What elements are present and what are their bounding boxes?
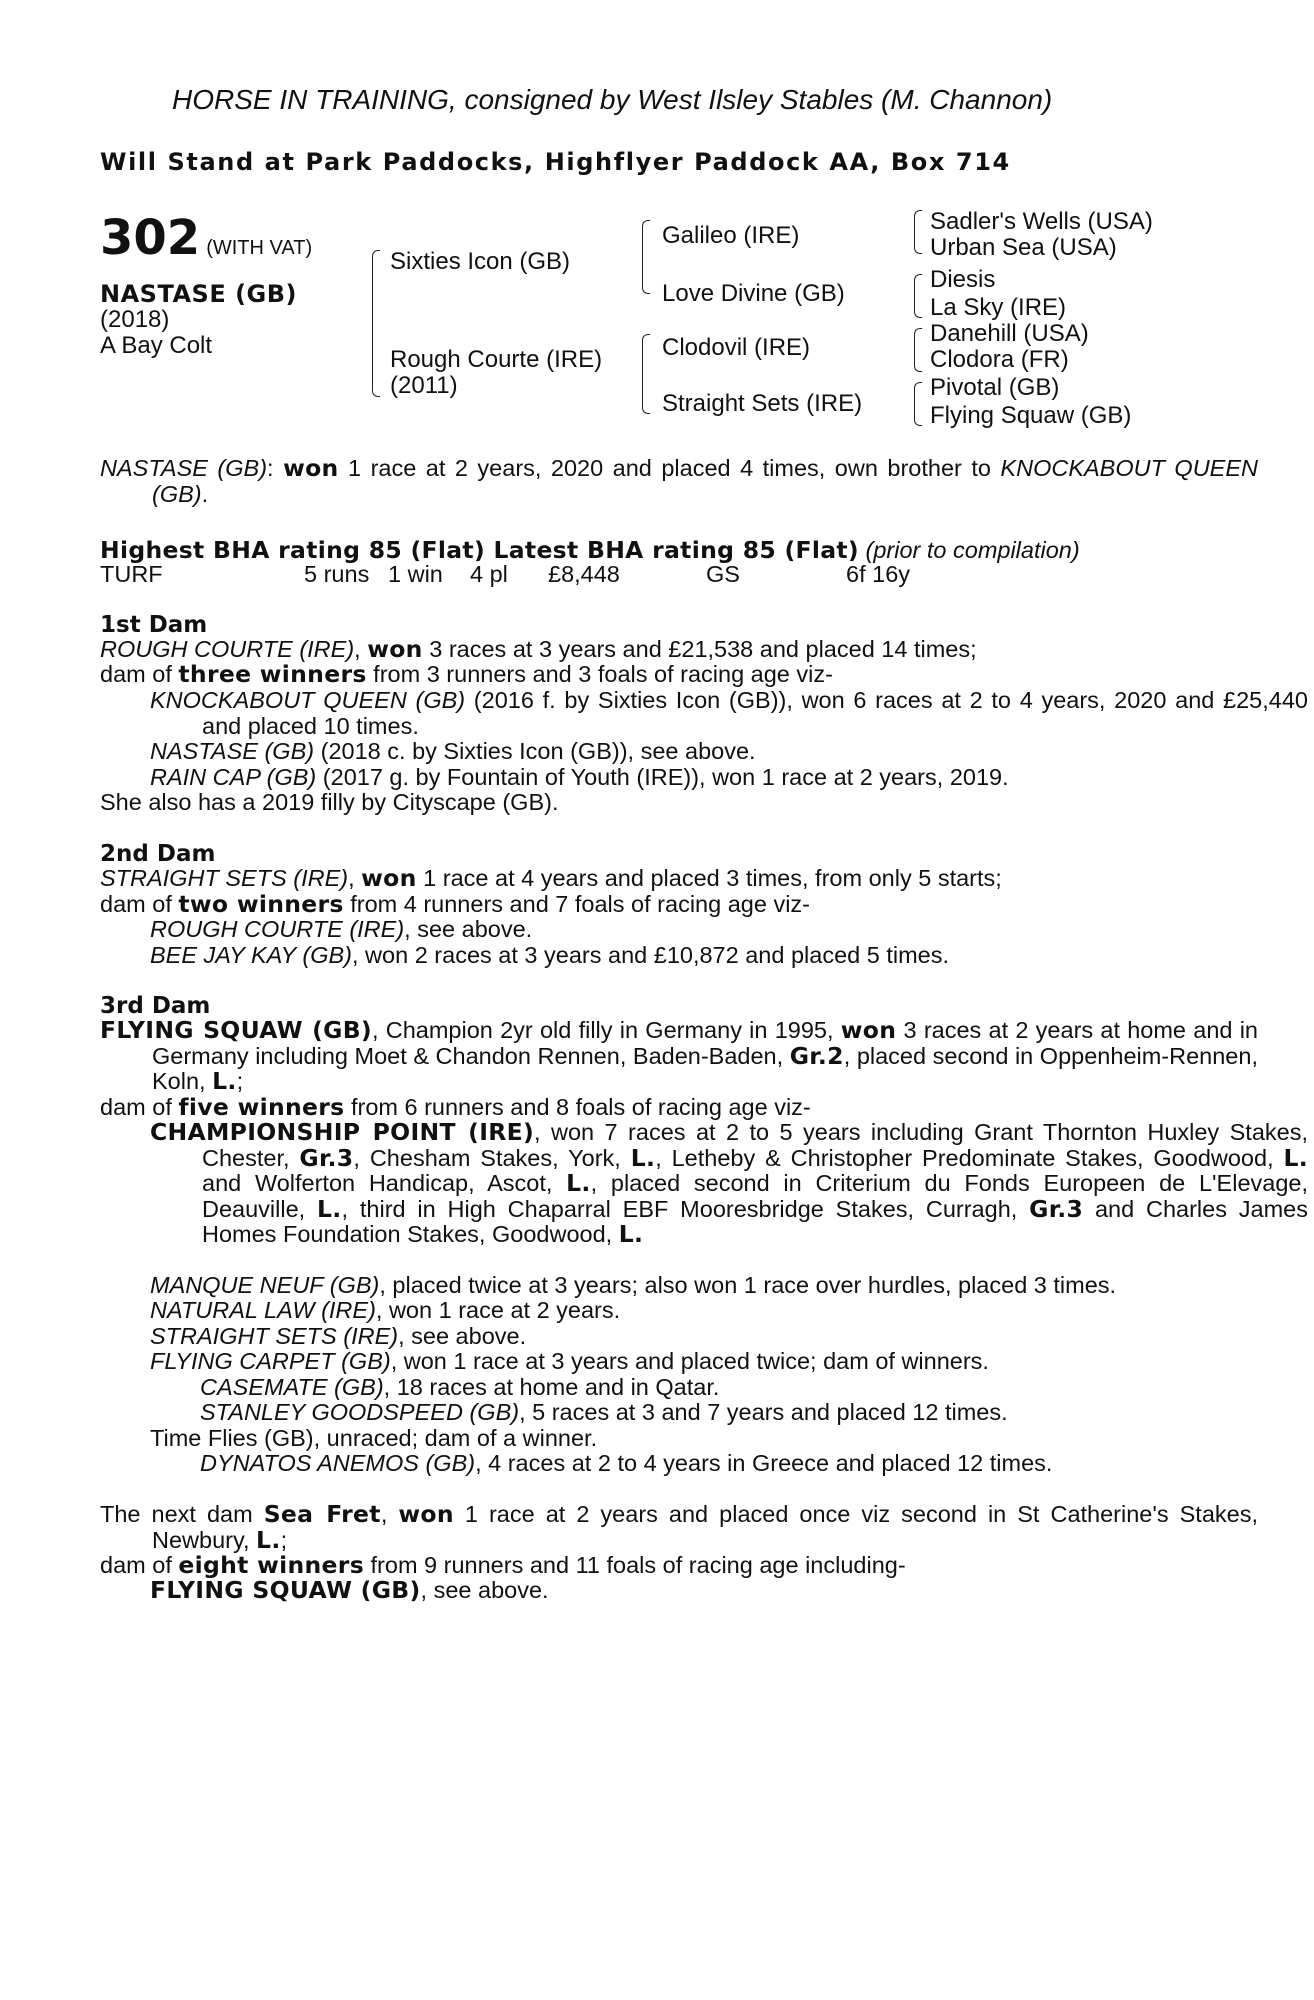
horse-description: A Bay Colt [100, 332, 213, 359]
summary-brother: KNOCKABOUT QUEEN (GB) [152, 455, 1258, 507]
produce-item: RAIN CAP (GB) (2017 g. by Fountain of Youth (IRE)), won 1 race at 2 years, 2019. [150, 764, 1009, 790]
first-dam-record: ROUGH COURTE (IRE), won 3 races at 3 years and £21,538 and placed 14 times; [100, 635, 977, 663]
next-dam-produce: dam of eight winners from 9 runners and 11 foals of racing age including- [100, 1551, 906, 1579]
record-going: GS [706, 561, 740, 587]
pedigree-dam: Rough Courte (IRE) [390, 346, 603, 373]
pedigree-ds-sire: Danehill (USA) [930, 320, 1089, 347]
race-summary: NASTASE (GB): won 1 race at 2 years, 2020 and placed 4 times, own brother to KNOCKABOUT QUEEN (GB). [100, 454, 1258, 507]
vat-label: (WITH VAT) [206, 237, 313, 259]
pedigree-dam-year: (2011) [390, 372, 458, 399]
second-dam-heading: 2nd Dam [100, 841, 216, 867]
second-dam-produce: dam of two winners from 4 runners and 7 foals of racing age viz- [100, 890, 811, 918]
first-dam-heading: 1st Dam [100, 612, 208, 638]
pedigree-sd-sire: Diesis [930, 266, 996, 293]
produce-item: BEE JAY KAY (GB), won 2 races at 3 years and £10,872 and placed 5 times. [150, 942, 950, 968]
next-dam-record: The next dam Sea Fret, won 1 race at 2 years and placed once viz second in St Catherine's Stakes, Newbury, L.; [100, 1500, 1258, 1554]
first-dam-note: She also has a 2019 filly by Cityscape (GB). [100, 789, 559, 815]
produce-item: Time Flies (GB), unraced; dam of a winner. [150, 1425, 598, 1451]
pedigree-brace-gen1 [372, 250, 380, 397]
pedigree-ss-dam: Urban Sea (USA) [930, 234, 1117, 261]
pedigree-brace-dam [642, 334, 650, 414]
pedigree-brace-ds [914, 328, 922, 372]
pedigree-brace-sire [642, 220, 650, 294]
record-earnings: £8,448 [548, 561, 620, 587]
pedigree-brace-sd [914, 274, 922, 318]
record-distance: 6f 16y [846, 561, 911, 587]
pedigree-ss-sire: Sadler's Wells (USA) [930, 208, 1153, 235]
pedigree-dd-sire: Pivotal (GB) [930, 374, 1060, 401]
lot-number: 302 [100, 210, 201, 266]
horse-year: (2018) [100, 306, 170, 333]
pedigree-sd-dam: La Sky (IRE) [930, 294, 1067, 321]
produce-item: CASEMATE (GB), 18 races at home and in Qatar. [200, 1374, 720, 1400]
bha-rating: Highest BHA rating 85 (Flat) Latest BHA rating 85 (Flat) (prior to compilation) [100, 536, 1080, 564]
produce-item: NASTASE (GB) (2018 c. by Sixties Icon (GB)), see above. [150, 738, 756, 764]
record-placed: 4 pl [470, 561, 508, 587]
page-heading: HORSE IN TRAINING, consigned by West Ilsley Stables (M. Channon) [172, 84, 1053, 115]
stand-location: Will Stand at Park Paddocks, Highflyer Paddock AA, Box 714 [100, 148, 1011, 176]
horse-name: NASTASE (GB) [100, 280, 297, 308]
produce-item: MANQUE NEUF (GB), placed twice at 3 years; also won 1 race over hurdles, placed 3 times. [150, 1272, 1117, 1298]
pedigree-sire: Sixties Icon (GB) [390, 248, 571, 275]
pedigree-dd-dam: Flying Squaw (GB) [930, 402, 1132, 429]
pedigree-brace-ss [914, 210, 922, 254]
pedigree-sire-sire: Galileo (IRE) [662, 222, 800, 249]
third-dam-heading: 3rd Dam [100, 993, 211, 1019]
summary-horse: NASTASE (GB) [100, 455, 268, 481]
pedigree-sire-dam: Love Divine (GB) [662, 280, 845, 307]
third-dam-produce: dam of five winners from 6 runners and 8 foals of racing age viz- [100, 1093, 811, 1121]
produce-item: CHAMPIONSHIP POINT (IRE), won 7 races at 2 to 5 years including Grant Thornton Huxley Stakes, Chester, Gr.3, Chesham Stakes, York, L., Letheby & Christopher Predominate Stakes, Goodwood, L. and Wolferton Handicap, Ascot, L., placed second in Criterium du Fonds Europeen de L'Elevage, Deauville, L., third in High Chaparral EBF Mooresbridge Stakes, Curragh, Gr.3 and Charles James Homes Foundation Stakes, Goodwood, L. [150, 1118, 1308, 1248]
pedigree-brace-dd [914, 382, 922, 426]
lot-header [100, 210, 312, 266]
third-dam-record: FLYING SQUAW (GB), Champion 2yr old filly in Germany in 1995, won 3 races at 2 years at home and in Germany including Moet & Chandon Rennen, Baden-Baden, Gr.2, placed second in Oppenheim-Rennen, Koln, L.; [100, 1016, 1258, 1095]
produce-item: NATURAL LAW (IRE), won 1 race at 2 years. [150, 1297, 621, 1323]
produce-item: FLYING CARPET (GB), won 1 race at 3 years and placed twice; dam of winners. [150, 1348, 989, 1374]
produce-item: DYNATOS ANEMOS (GB), 4 races at 2 to 4 years in Greece and placed 12 times. [200, 1450, 1053, 1476]
produce-item: KNOCKABOUT QUEEN (GB) (2016 f. by Sixties Icon (GB)), won 6 races at 2 to 4 years, 2020 and £25,440 and placed 10 times. [150, 687, 1308, 739]
pedigree-ds-dam: Clodora (FR) [930, 346, 1069, 373]
record-surface: TURF [100, 561, 163, 587]
produce-item: STANLEY GOODSPEED (GB), 5 races at 3 and 7 years and placed 12 times. [200, 1399, 1008, 1425]
record-wins: 1 win [388, 561, 443, 587]
first-dam-produce: dam of three winners from 3 runners and 3 foals of racing age viz- [100, 660, 833, 688]
produce-item: STRAIGHT SETS (IRE), see above. [150, 1323, 527, 1349]
second-dam-record: STRAIGHT SETS (IRE), won 1 race at 4 years and placed 3 times, from only 5 starts; [100, 864, 1002, 892]
pedigree-dam-dam: Straight Sets (IRE) [662, 390, 863, 417]
produce-item: FLYING SQUAW (GB), see above. [150, 1576, 549, 1604]
produce-item: ROUGH COURTE (IRE), see above. [150, 916, 533, 942]
pedigree-dam-sire: Clodovil (IRE) [662, 334, 811, 361]
record-runs: 5 runs [304, 561, 370, 587]
